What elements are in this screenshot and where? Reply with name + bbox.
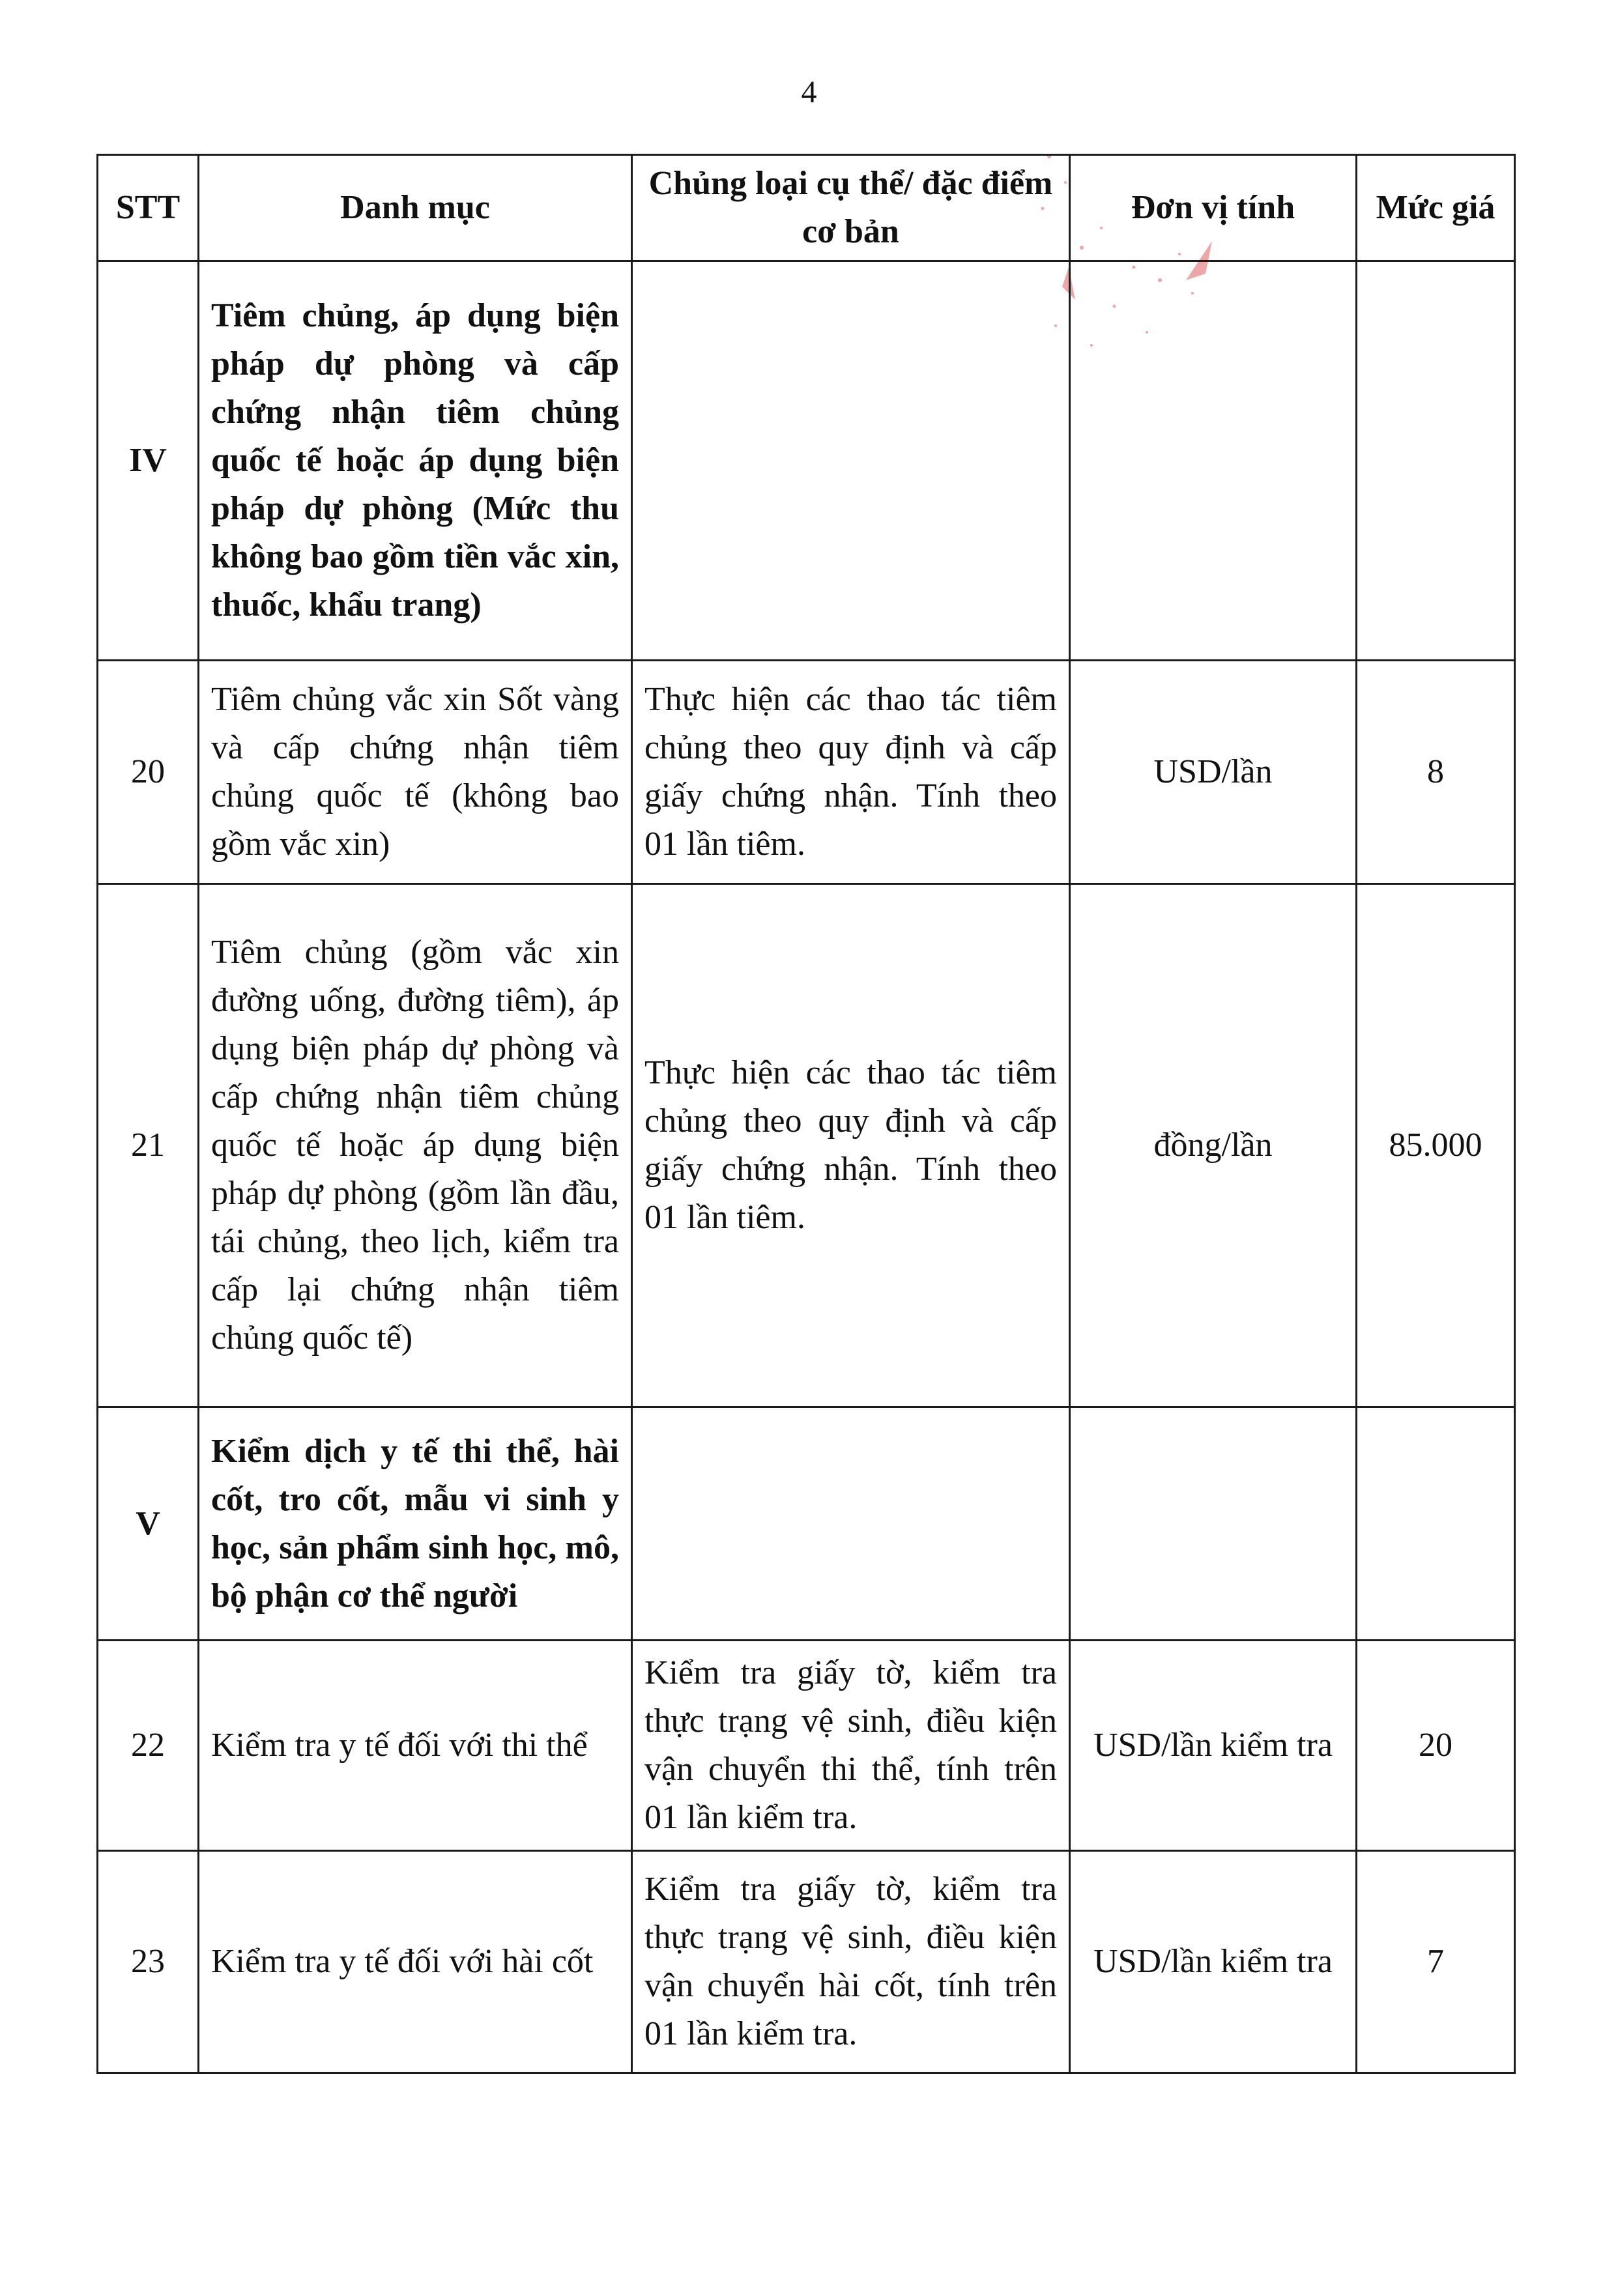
row-category: Kiểm tra y tế đối với thi thể [199,1641,632,1851]
row-unit: USD/lần kiểm tra [1070,1641,1357,1851]
row-specification [632,1407,1070,1641]
row-specification: Kiểm tra giấy tờ, kiểm tra thực trạng vệ sinh, điều kiện vận chuyển hài cốt, tính trên 01 lần kiểm tra. [632,1851,1070,2073]
fee-table [96,154,1516,2074]
row-category: Kiểm tra y tế đối với hài cốt [199,1851,632,2073]
section-row-v [98,1407,1515,1641]
row-price: 85.000 [1357,884,1515,1407]
table-row-21 [98,884,1515,1407]
header-category: Danh mục [199,155,632,261]
row-price: 7 [1357,1851,1515,2073]
row-price: 20 [1357,1641,1515,1851]
row-stt: V [98,1407,199,1641]
row-specification: Thực hiện các thao tác tiêm chủng theo quy định và cấp giấy chứng nhận. Tính theo 01 lần tiêm. [632,661,1070,884]
row-unit [1070,261,1357,661]
row-stt: 21 [98,884,199,1407]
row-unit: USD/lần kiểm tra [1070,1851,1357,2073]
row-specification: Kiểm tra giấy tờ, kiểm tra thực trạng vệ sinh, điều kiện vận chuyển thi thể, tính trên 01 lần kiểm tra. [632,1641,1070,1851]
header-unit: Đơn vị tính [1070,155,1357,261]
table-header-row [98,155,1515,261]
row-price: 8 [1357,661,1515,884]
page-number: 4 [801,75,817,109]
header-specification: Chủng loại cụ thể/ đặc điểm cơ bản [632,155,1070,261]
row-category: Tiêm chủng vắc xin Sốt vàng và cấp chứng nhận tiêm chủng quốc tế (không bao gồm vắc xin) [199,661,632,884]
row-stt: 23 [98,1851,199,2073]
table-row-20 [98,661,1515,884]
row-stt: 20 [98,661,199,884]
row-category: Kiểm dịch y tế thi thể, hài cốt, tro cốt, mẫu vi sinh y học, sản phẩm sinh học, mô, bộ phận cơ thể người [199,1407,632,1641]
header-price: Mức giá [1357,155,1515,261]
row-stt: IV [98,261,199,661]
row-unit: USD/lần [1070,661,1357,884]
row-category: Tiêm chủng, áp dụng biện pháp dự phòng và cấp chứng nhận tiêm chủng quốc tế hoặc áp dụng biện pháp dự phòng (Mức thu không bao gồm tiền vắc xin, thuốc, khẩu trang) [199,261,632,661]
row-price [1357,261,1515,661]
table-row-23 [98,1851,1515,2073]
row-unit: đồng/lần [1070,884,1357,1407]
row-category: Tiêm chủng (gồm vắc xin đường uống, đường tiêm), áp dụng biện pháp dự phòng và cấp chứng nhận tiêm chủng quốc tế hoặc áp dụng biện pháp dự phòng (gồm lần đầu, tái chủng, theo lịch, kiểm tra cấp lại chứng nhận tiêm chủng quốc tế) [199,884,632,1407]
row-stt: 22 [98,1641,199,1851]
row-specification [632,261,1070,661]
header-stt: STT [98,155,199,261]
row-unit [1070,1407,1357,1641]
section-row-iv [98,261,1515,661]
table-row-22 [98,1641,1515,1851]
row-price [1357,1407,1515,1641]
row-specification: Thực hiện các thao tác tiêm chủng theo quy định và cấp giấy chứng nhận. Tính theo 01 lần tiêm. [632,884,1070,1407]
